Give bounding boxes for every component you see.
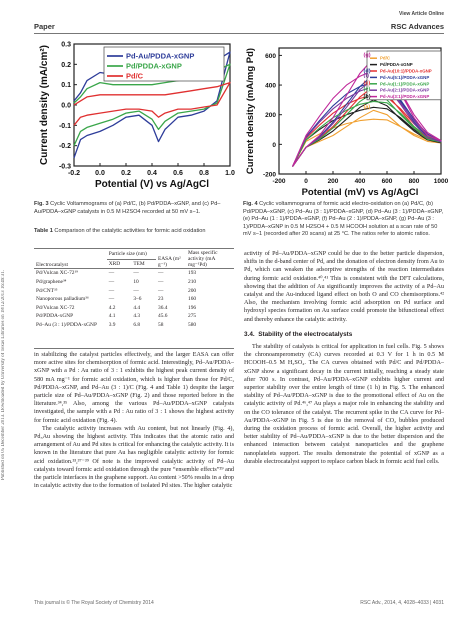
paragraph-pd-au-activity: activity of Pd–Au/PDDA–xGNP could be due to the better particle dispersion, shifts in the d-band center of Pd, and the donation of electron density from Au to Pd, which can weaken the adsorptive strengths of the reaction intermediates during formic acid oxidation.⁴⁰,⁴¹ This is consistent with the DFT calculations, showing that the addition of Au significantly improves the activity of a Pd–Au catalyst and the Au-induced ligand effect on both O and CO chemisorptions.⁴² Also, the mechanism involving formic acid adsorption on Pd surface and hydroxyl species formation on Au surface could promote the bifunctional effect and thereby enhance the catalytic activity. (244, 251, 444, 323)
y-tick-label: 600 (265, 52, 276, 60)
figure-4-chart (241, 36, 449, 200)
table-cell: 10 (133, 279, 139, 286)
legend-label: Pd-Au(2:1)/PDDA-xGNP (380, 87, 430, 93)
table-row (34, 269, 234, 278)
curve-label: (e) (363, 86, 371, 93)
x-tick-label: 0.4 (147, 170, 157, 177)
table-cell: Pd/Vulcan XC-72¹⁹ (34, 269, 107, 278)
y-tick-label: -0.2 (58, 143, 71, 151)
y-axis-label: Current density (mA/mg Pd) (245, 47, 256, 175)
legend-label: Pd/PDDA-xGNP (126, 61, 182, 71)
legend-label: Pd-Au/PDDA-xGNP (126, 51, 195, 61)
table-cell: 45.6 (158, 313, 168, 320)
table-cell: 200 (188, 287, 197, 294)
table-cell: Pd/graphene³⁴ (36, 279, 67, 286)
table-cell: 4.2 (108, 304, 116, 311)
section-heading (244, 331, 444, 339)
table-cell: 6.8 (133, 322, 141, 329)
legend-label: Pd-Au(10:1)/PDDA-xGNP (380, 68, 432, 74)
footer-citation: RSC Adv., 2014, 4, 4028–4033 | 4031 (360, 600, 444, 606)
table-cell: Pd/CNT³⁵ (36, 287, 58, 294)
x-tick-label: 1000 (433, 178, 449, 185)
x-tick-label: 1.0 (225, 170, 235, 177)
table-cell: 580 (188, 322, 197, 329)
figure-4-caption (243, 201, 444, 239)
x-tick-label: -200 (272, 178, 286, 185)
col-header-mass-activity: Mass specific activity (mA mg⁻¹Pd) (188, 250, 218, 269)
x-tick-label: 0.2 (121, 170, 131, 177)
table-cell: — (108, 296, 115, 303)
table-row (34, 295, 234, 304)
table-cell: 4.1 (108, 313, 116, 320)
header-rule (34, 33, 444, 34)
running-header-left: Paper (34, 22, 55, 31)
section-title: Stability of the electrocatalysts (258, 330, 353, 338)
y-tick-label: 0 (272, 141, 276, 149)
section-number: 3.4. (244, 330, 255, 338)
y-axis-label: Current density (mA/cm²) (39, 44, 50, 166)
table-cell: — (133, 287, 139, 294)
y-tick-label: 0.3 (61, 41, 71, 49)
x-tick-label: 200 (327, 178, 339, 185)
y-tick-label: 400 (265, 82, 276, 90)
running-header-right: RSC Advances (390, 22, 444, 31)
figure-3-label: Fig. 3 (34, 201, 49, 207)
table-row (34, 321, 234, 330)
table-cell: 3.9 (108, 322, 116, 329)
y-tick-label: -0.3 (58, 163, 71, 171)
curve-label: (c) (363, 80, 371, 87)
legend-label: Pd-Au(3:1)/PDDA-xGNP (380, 94, 430, 100)
download-notice: Published on 05 December 2013. Downloaded by University of Texas Libraries on 18/12/2013 16:49:31. (1, 270, 6, 480)
x-axis-label: Potential (mV) vs Ag/AgCl (301, 187, 419, 198)
table-cell: 210 (188, 279, 197, 286)
table-cell: — (108, 287, 115, 294)
table-cell: 4.3 (133, 313, 141, 320)
table-cell: Pd/PDDA-xGNP (36, 313, 74, 320)
figure-3-chart (34, 38, 235, 200)
x-tick-label: 600 (381, 178, 393, 185)
table-cell: 58 (158, 322, 164, 329)
table-cell: — (131, 269, 156, 278)
table-row (34, 286, 234, 295)
table-1 (34, 250, 234, 329)
table-1-label: Table 1 (34, 228, 53, 234)
y-tick-label: 0.2 (61, 61, 71, 69)
curve-label: (b) (363, 93, 371, 100)
table-cell: 193 (186, 269, 234, 278)
table-row (34, 312, 234, 321)
figure-3-caption-text: Cyclic Voltammograms of (a) Pd/C, (b) Pd/PDDA–xGNP, and (c) Pd–Au/PDDA–xGNP catalysts in 0.5 M H2SO4 recorded at 50 mV s−1. (34, 201, 221, 215)
table-row (34, 304, 234, 313)
table-cell: Pd/Vulcan XC-72 (36, 304, 75, 311)
right-column-text (244, 250, 444, 466)
table-cell: — (158, 279, 164, 286)
table-cell: 3–6 (133, 296, 142, 303)
y-tick-label: 200 (265, 112, 276, 120)
y-tick-label: 0.0 (61, 102, 71, 110)
figure-4-caption-text: Cyclic voltammograms of formic acid electro-oxidation on (a) Pd/C, (b) Pd/PDDA–xGNP, (c) Pd–Au (3 : 1)/PDDA–xGNP, (d) Pd–Au (3 : 1)/PDDA–xGNP, (e) Pd–Au (1 : 1)/PDDA–xGNP, (f) Pd–Au (2 : 1)/PDDA–xGNP, (g) Pd–Au (3 : 1)/PDDA–xGNP in 0.5 M H2SO4 + 0.5 M HCOOH solution at a scan rate of 50 mV s−1 (recorded after 20 scans) at 25 °C. The ratios refer to atomic ratios. (243, 201, 444, 238)
legend-label: Pd/PDDA-xGNP (380, 62, 413, 68)
left-column-text (34, 351, 234, 490)
table-bottom-rule (34, 348, 234, 349)
table-cell: — (158, 287, 164, 294)
legend-label: Pd-Au(5:1)/PDDA-xGNP (380, 74, 430, 80)
y-tick-label: -200 (262, 171, 276, 179)
table-cell: 23 (158, 296, 164, 303)
table-cell: — (108, 279, 115, 286)
table-cell: Nanoporous palladium³⁶ (36, 296, 89, 303)
figure-3-caption (34, 201, 234, 216)
table-cell: 275 (188, 313, 197, 320)
x-tick-label: 0.8 (199, 170, 209, 177)
x-tick-label: 0.0 (95, 170, 105, 177)
x-tick-label: 400 (354, 178, 366, 185)
table-cell: 4.4 (133, 304, 141, 311)
curve-label: (a) (363, 104, 371, 111)
footer-copyright: This journal is © The Royal Society of Chemistry 2014 (34, 600, 154, 606)
legend-label: Pd/C (380, 55, 391, 61)
sub-header-xrd: XRD (107, 259, 132, 269)
col-header-easa: EASA (m² g⁻¹) (158, 256, 181, 269)
table-top-rule (34, 248, 234, 249)
paragraph-activity: in stabilizing the catalyst particles effectively, and the larger EASA can offer more active sites for chemisorption of formic acid. Interestingly, Pd–Au/PDDA–xGNP with a Pd : Au ratio of 3 : 1 exhibits the highest peak current density of 580 mA mg⁻¹ for formic acid oxidation, which is higher than those for Pd/C, Pd/PDDA–xGNP, and Pd–Au (3 : 1)/C (Fig. 4 and Table 1) despite the larger particle size of Pd–Au/PDDA–xGNP (Fig. 2) and those reported before in the literature.³⁴,³⁵ Also, among the various Pd–Au/PDDA–xGNP catalysts investigated, the sample with a Pd : Au ratio of 3 : 1 shows the highest activity for formic acid oxidation (Fig. 4). (34, 352, 234, 424)
col-header-particle-size: Particle size (nm) (108, 251, 147, 258)
curve-label: (f) (363, 73, 369, 80)
y-tick-label: -0.1 (58, 122, 71, 130)
table-cell: — (107, 269, 132, 278)
table-row (34, 278, 234, 287)
x-tick-label: -0.2 (67, 170, 81, 177)
sub-header-tem: TEM (131, 259, 156, 269)
table-cell: — (156, 269, 186, 278)
x-tick-label: 800 (408, 178, 420, 185)
y-tick-label: 0.1 (61, 82, 71, 90)
table-cell: 196 (188, 304, 197, 311)
table-cell: 160 (188, 296, 197, 303)
curve-label: (g) (363, 52, 371, 59)
paragraph-stability: The stability of catalysts is critical for application in fuel cells. Fig. 5 shows the chronoamperometry (CA) curves recorded at 0.3 V for 1 h in 0.5 M HCOOH–0.5 M H₂SO₄. The CA curves obtained with Pd/C and Pd/PDDA–xGNP show a significant decay in the current initially, reaching a steady state after 700 s. In contrast, Pd–Au/PDDA–xGNP exhibits higher current and superior stability over the entire length of time (1 h) in Fig. 5. The enhanced stability of Pd–Au/PDDA–xGNP is due to the promotional effect of Au on the catalytic activity of Pd.⁴⁶,⁴⁷ Au plays a major role in enhancing the stability and on the CO tolerance of the catalyst. The recurrent spike in the CA curve for Pd–Au/PDDA–xGNP in Fig. 5 is due to the removal of CO₂ bubbles produced during the oxidation process of formic acid. Overall, the higher activity and better stability of Pd–Au/PDDA–xGNP is due to the better dispersion and the enhanced interaction between catalyst nanoparticles and the graphene nanoplatelets support. The results demonstrate the potential of xGNP as a durable electrocatalyst support to replace carbon black in formic acid fuel cells. (244, 344, 444, 465)
table-cell: 36.4 (158, 304, 168, 311)
paragraph-catalytic-activity: The catalytic activity increases with Au content, but not linearly (Fig. 4), Pd₃Au showing the highest activity. This indicates that the atomic ratio and arrangement of Au and Pd sites is critical for enhancing the catalytic activity. It is known in the literature that pure Au has negligible catalytic activity for formic acid oxidation.³³,³⁷⁻³⁹ Of note is the improved catalytic activity of Pd–Au catalysts toward formic acid oxidation through the pure “ensemble effects”³⁹ and the particle interfaces in the graphene support. Au content >50% results in a drop in catalytic activity due to the formation of isolated Pd sites. The higher catalytic (34, 425, 234, 490)
x-tick-label: 0 (304, 178, 308, 185)
curve-label: (d) (363, 68, 371, 75)
table-1-caption (34, 228, 234, 236)
x-tick-label: 0.6 (173, 170, 183, 177)
legend-label: Pd-Au(1:1)/PDDA-xGNP (380, 81, 430, 87)
col-header-electrocatalyst: Electrocatalyst (36, 262, 69, 269)
legend-label: Pd/C (126, 71, 144, 81)
x-axis-label: Potential (V) vs Ag/AgCl (94, 179, 210, 190)
view-article-link[interactable]: View Article Online (398, 11, 444, 17)
table-cell: Pd–Au (3 : 1)/PDDA-xGNP (36, 322, 97, 329)
figure-4-label: Fig. 4 (243, 201, 258, 207)
table-1-caption-text: Comparison of the catalytic activities for formic acid oxidation (54, 228, 206, 234)
